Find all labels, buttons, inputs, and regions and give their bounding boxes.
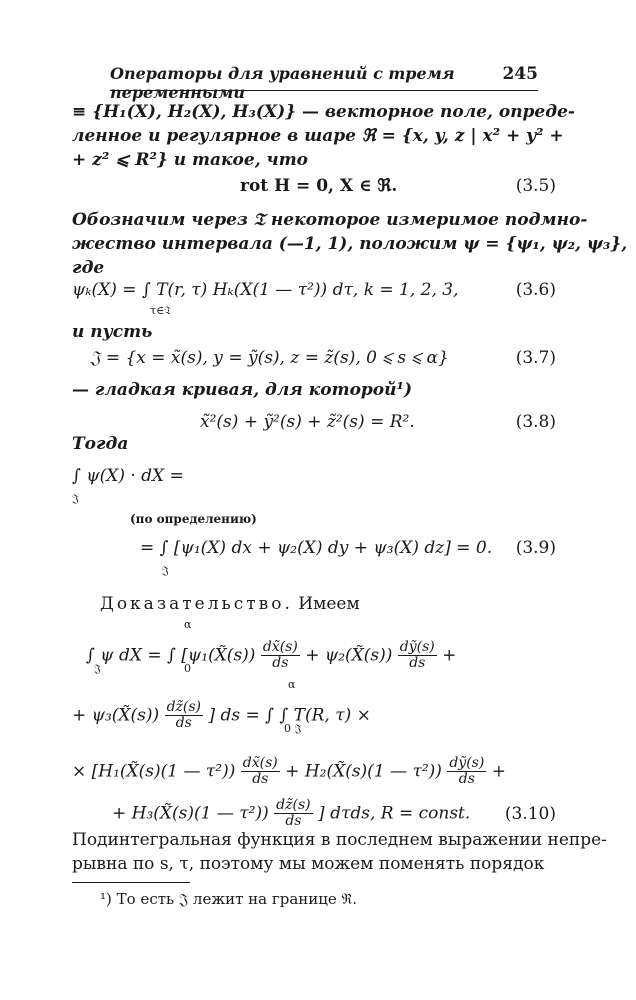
- text-line-6: где: [72, 258, 105, 278]
- equation-number-3-9: (3.9): [515, 538, 556, 558]
- fraction-dy-ds: [447, 756, 486, 788]
- fraction-dz-ds: [165, 700, 203, 732]
- fraction-dx-ds: [261, 640, 300, 672]
- equation-number-3-7: (3.7): [515, 348, 556, 368]
- fraction-numerator: dỹ(s): [449, 755, 485, 771]
- eq310b-left: + ψ₃(X̃(s)): [72, 705, 160, 726]
- equation-number-3-8: (3.8): [515, 412, 556, 432]
- equation-3-9-right-subscript: 𝔍: [162, 564, 169, 577]
- integral-lower-limit-b: 0 𝔍: [284, 722, 302, 735]
- eq310a-mid: + ψ₂(X̃(s)): [305, 645, 393, 666]
- proof-rest: Имеем: [298, 594, 360, 614]
- equation-3-10-line-b: [72, 700, 371, 732]
- text-line-9: Тогда: [72, 434, 129, 454]
- eq310d-end: ] dτds, R = const.: [318, 803, 471, 824]
- eq310b-mid: ] ds = ∫ ∫ T(R, τ) ×: [208, 705, 371, 726]
- text-line-5: жество интервала (—1, 1), положим ψ = {ψ₁, ψ₂, ψ₃},: [72, 234, 628, 254]
- equation-3-10-line-a: [86, 640, 456, 672]
- paragraph-line-1: Подинтегральная функция в последнем выражении непре-: [72, 830, 607, 850]
- footnote: ¹) То есть 𝔍 лежит на границе ℜ.: [100, 890, 358, 908]
- proof-heading: [100, 594, 360, 614]
- running-header: [110, 60, 538, 102]
- integral-upper-limit-a: α: [184, 618, 192, 631]
- fraction-numerator: dz̃(s): [166, 699, 202, 715]
- fraction-dx-ds: [241, 756, 280, 788]
- text-line-2: ленное и регулярное в шаре ℜ = {x, y, z | x² + y² +: [72, 126, 564, 146]
- equation-3-5: rot H = 0, X ∈ ℜ.: [240, 176, 398, 196]
- eq310d-left: + H₃(X̃(s)(1 — τ²)): [112, 803, 269, 824]
- fraction-numerator: dx̃(s): [262, 639, 298, 655]
- text-line-7: и пусть: [72, 322, 153, 342]
- equation-3-9-left-subscript: 𝔍: [72, 492, 79, 505]
- integral-subscript-a: 𝔍: [94, 662, 101, 675]
- fraction-denominator: ds: [285, 813, 302, 830]
- equation-number-3-6: (3.6): [515, 280, 556, 300]
- fraction-numerator: dx̃(s): [242, 755, 278, 771]
- fraction-numerator: dỹ(s): [399, 639, 435, 655]
- fraction-denominator: ds: [252, 771, 269, 788]
- fraction-denominator: ds: [458, 771, 475, 788]
- fraction-dy-ds: [398, 640, 437, 672]
- equation-3-7: 𝔍 = {x = x̃(s), y = ỹ(s), z = z̃(s), 0 ⩽ s ⩽ α}: [90, 348, 449, 368]
- paragraph-line-2: рывна по s, τ, поэтому мы можем поменять порядок: [72, 854, 545, 874]
- page-number: 245: [502, 64, 538, 84]
- eq310c-mid: + H₂(X̃(s)(1 — τ²)): [285, 761, 442, 782]
- fraction-denominator: ds: [272, 655, 289, 672]
- text-line-1: ≡ {H₁(X), H₂(X), H₃(X)} — векторное поле, опреде-: [72, 102, 575, 122]
- equation-3-6: ψₖ(X) = ∫ T(r, τ) Hₖ(X(1 — τ²)) dτ, k = 1, 2, 3,: [72, 280, 459, 300]
- equation-number-3-10: (3.10): [504, 804, 556, 824]
- text-line-8: — гладкая кривая, для которой¹): [72, 380, 412, 400]
- equation-3-9-left: ∫ ψ(X) · dX =: [72, 466, 184, 486]
- text-line-3: + z² ⩽ R²} и такое, что: [72, 150, 309, 170]
- eq310a-end: +: [442, 645, 457, 666]
- fraction-dz-ds: [274, 798, 312, 830]
- definition-note: (по определению): [130, 512, 257, 526]
- integral-lower-limit-a: 0: [184, 662, 191, 675]
- fraction-denominator: ds: [409, 655, 426, 672]
- equation-3-10-line-c: [72, 756, 506, 788]
- eq310c-left: × [H₁(X̃(s)(1 — τ²)): [72, 761, 236, 782]
- eq310a-left: ∫ ψ dX = ∫ [ψ₁(X̃(s)): [86, 645, 256, 666]
- integral-upper-limit-b: α: [288, 678, 296, 691]
- equation-number-3-5: (3.5): [515, 176, 556, 196]
- footnote-rule: [72, 882, 190, 883]
- equation-3-6-subscript: τ∈𝔗: [150, 304, 172, 317]
- fraction-numerator: dz̃(s): [276, 797, 311, 813]
- proof-label: Доказательство.: [100, 594, 293, 614]
- running-title: Операторы для уравнений с тремя переменными: [110, 64, 455, 102]
- text-line-4: Обозначим через 𝔗 некоторое измеримое подмно-: [72, 210, 588, 230]
- equation-3-8: x̃²(s) + ỹ²(s) + z̃²(s) = R².: [200, 412, 415, 432]
- eq310c-end: +: [491, 761, 506, 782]
- fraction-denominator: ds: [175, 715, 192, 732]
- equation-3-9-right: = ∫ [ψ₁(X) dx + ψ₂(X) dy + ψ₃(X) dz] = 0.: [140, 538, 493, 558]
- equation-3-10-line-d: [112, 798, 470, 830]
